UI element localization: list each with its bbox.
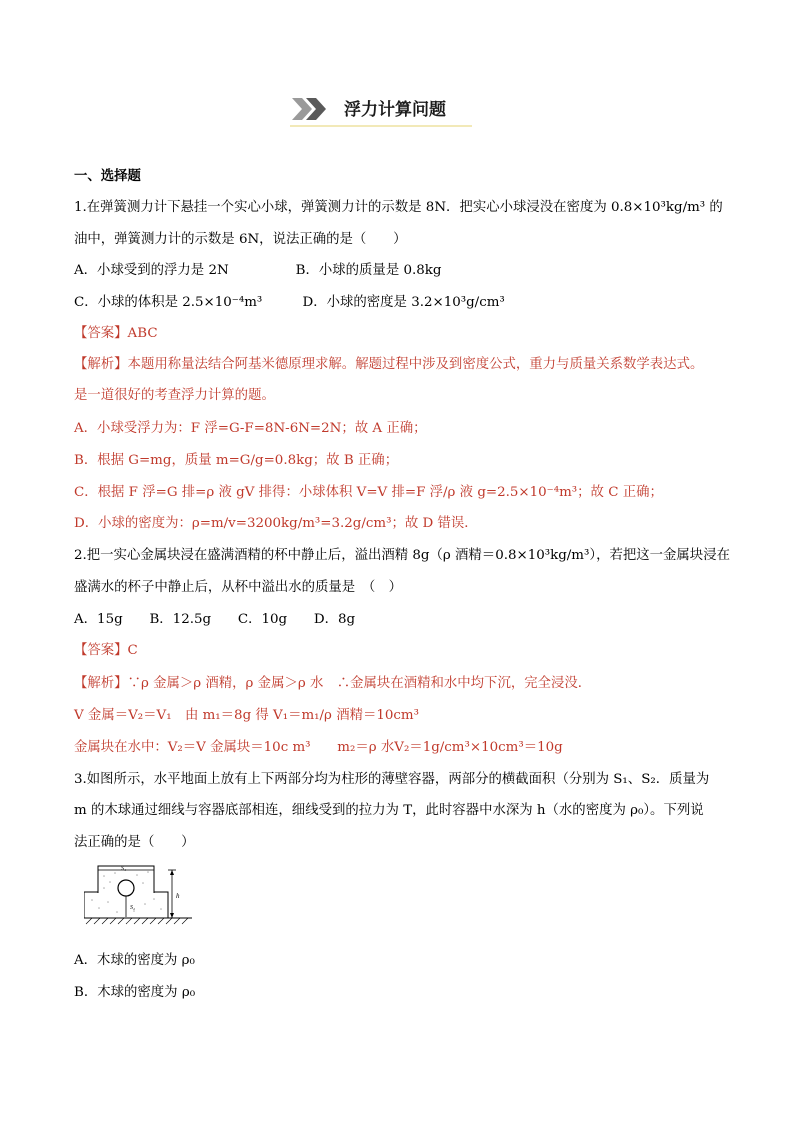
label-s1: S₁ xyxy=(121,866,127,872)
q2-analysis-3: 金属块在水中：V₂＝V 金属块＝10c m³ m₂＝ρ 水V₂＝1g/cm³×10cm³＝10g xyxy=(74,740,563,755)
q1-analysis-b: B．根据 G=mg，质量 m=G/g=0.8kg；故 B 正确； xyxy=(74,453,399,468)
title-underline xyxy=(290,125,472,127)
q1-analysis-2: 是一道很好的考查浮力计算的题。 xyxy=(74,388,275,403)
wooden-ball xyxy=(118,880,134,896)
q3-option-b: B．木球的密度为 ρ₀ xyxy=(74,985,196,1000)
q1-line-2: 油中，弹簧测力计的示数是 6N，说法正确的是（ ） xyxy=(74,232,407,247)
q1-options-cd: C．小球的体积是 2.5×10⁻⁴m³ D．小球的密度是 3.2×10³g/cm³ xyxy=(74,295,505,310)
section-heading: 一、选择题 xyxy=(74,168,141,184)
q2-answer: 【答案】C xyxy=(74,643,138,658)
q3-line-2: m 的木球通过细线与容器底部相连，细线受到的拉力为 T，此时容器中水深为 h（水的密度为 ρ₀）。下列说 xyxy=(74,803,704,818)
q2-analysis-1: 【解析】∵ρ 金属＞ρ 酒精，ρ 金属＞ρ 水 ∴金属块在酒精和水中均下沉，完全浸没． xyxy=(74,676,592,691)
q3-line-1: 3.如图所示，水平地面上放有上下两部分均为柱形的薄壁容器，两部分的横截面积（分别为 S₁、S₂．质量为 xyxy=(74,772,710,787)
container-figure xyxy=(84,862,194,926)
label-h: h xyxy=(176,892,180,900)
q1-answer: 【答案】ABC xyxy=(74,326,158,341)
q2-options: A．15g B．12.5g C．10g D．8g xyxy=(74,612,356,627)
label-s2: S₂ xyxy=(130,905,136,911)
q2-line-2: 盛满水的杯子中静止后，从杯中溢出水的质量是 （ ） xyxy=(74,580,403,595)
chevron-double-icon xyxy=(290,98,330,120)
q1-analysis-d: D．小球的密度为：ρ=m/v=3200kg/m³=3.2g/cm³；故 D 错误． xyxy=(74,516,478,531)
q1-line-1: 1.在弹簧测力计下悬挂一个实心小球，弹簧测力计的示数是 8N．把实心小球浸没在密度为 0.8×10³kg/m³ 的 xyxy=(74,200,723,215)
q3-option-a: A．木球的密度为 ρ₀ xyxy=(74,953,195,968)
q1-analysis-a: A．小球受浮力为：F 浮=G-F=8N-6N=2N；故 A 正确； xyxy=(74,421,427,436)
q3-line-3: 法正确的是（ ） xyxy=(74,835,195,850)
title-block xyxy=(290,92,480,130)
page-title: 浮力计算问题 xyxy=(344,100,446,120)
q1-analysis-1: 【解析】本题用称量法结合阿基米德原理求解。解题过程中涉及到密度公式，重力与质量关系数学表达式。 xyxy=(74,357,704,372)
q1-options-ab: A．小球受到的浮力是 2N B．小球的质量是 0.8kg xyxy=(74,263,442,278)
q1-analysis-c: C．根据 F 浮=G 排=ρ 液 gV 排得：小球体积 V=V 排=F 浮/ρ 液 g=2.5×10⁻⁴m³；故 C 正确； xyxy=(74,485,663,500)
q2-line-1: 2.把一实心金属块浸在盛满酒精的杯中静止后，溢出酒精 8g（ρ 酒精＝0.8×10³kg/m³），若把这一金属块浸在 xyxy=(74,548,730,563)
q2-analysis-2: V 金属＝V₂＝V₁ 由 m₁＝8g 得 V₁＝m₁/ρ 酒精＝10cm³ xyxy=(74,708,419,723)
